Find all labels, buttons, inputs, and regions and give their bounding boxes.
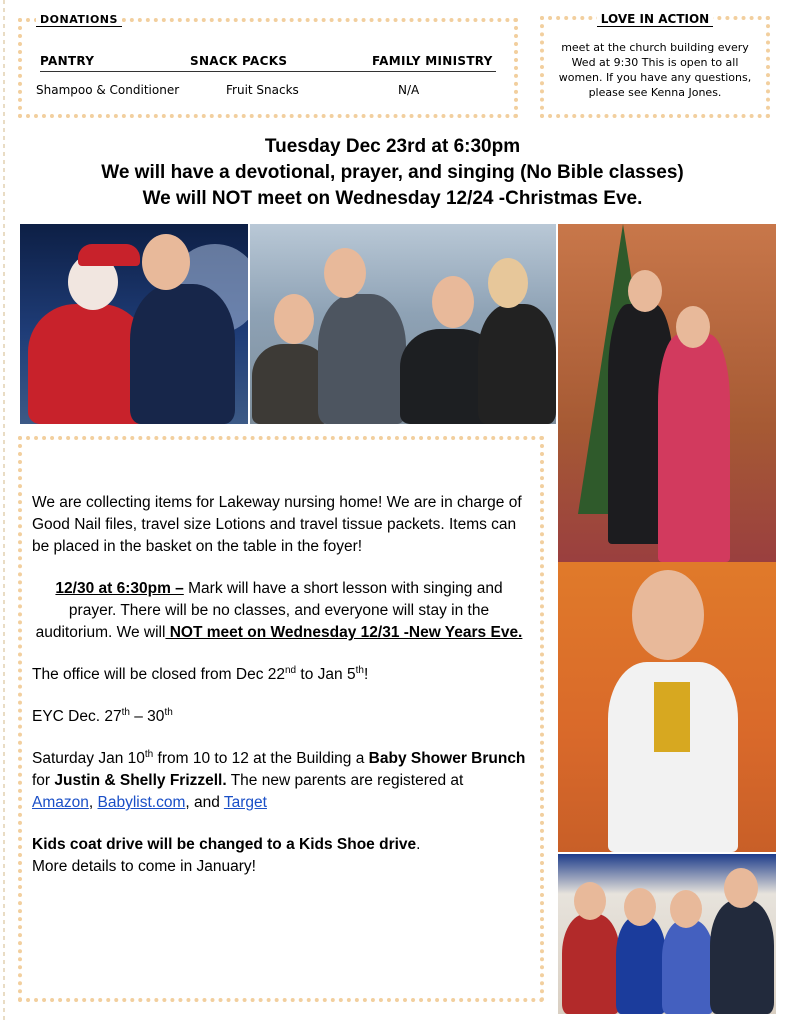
office-closed-sup-2: th [355,664,364,676]
dec-30-body: Mark will have a short lesson with singing and prayer. There will be no classes, and everyone will stay in the auditorium. We will [35,580,503,641]
shoe-drive-paragraph [32,834,526,878]
person-1-head [574,882,606,920]
baby-shower-text-c: for [32,772,55,789]
pantry-header: PANTRY [40,54,95,68]
donations-box [18,13,518,118]
man-1-figure [318,294,406,424]
baby-shower-text-f: , and [185,794,224,811]
person-1-figure [562,914,620,1014]
headline-line-3: We will NOT meet on Wednesday 12/24 -Christmas Eve. [142,188,643,209]
snack-packs-value: Fruit Snacks [226,83,299,97]
baby-shower-brunch-bold: Baby Shower Brunch [368,750,526,767]
person-2-figure [616,916,666,1014]
eyc-paragraph [32,706,526,728]
office-closed-paragraph [32,664,526,686]
woman-2-figure [478,304,556,424]
santa-hat [78,244,140,266]
man-figure [130,284,235,424]
baby-shower-text-d: The new parents are registered at [226,772,464,789]
amazon-link[interactable]: Amazon [32,794,89,811]
baby-shower-text-a: Saturday Jan 10 [32,750,145,767]
man-1-head [324,248,366,298]
shoe-drive-details: More details to come in January! [32,858,256,875]
photo-boy-trophy [558,562,776,852]
man-2-head [432,276,474,328]
headline-line-1: Tuesday Dec 23rd at 6:30pm [264,136,521,157]
love-in-action-box [540,12,770,118]
baby-shower-names-bold: Justin & Shelly Frizzell. [54,772,227,789]
target-link[interactable]: Target [223,794,267,811]
donations-rule [40,71,496,72]
shoe-drive-period: . [416,836,421,853]
eyc-sup-2: th [164,706,173,718]
office-closed-sup-1: nd [285,664,297,676]
love-in-action-title-wrap [544,12,766,26]
woman-dress-figure [658,334,730,562]
baby-shower-text-b: from 10 to 12 at the Building a [153,750,369,767]
person-4-head [724,868,758,908]
headline [0,134,785,212]
headline-line-2: We will have a devotional, prayer, and singing (No Bible classes) [101,162,684,183]
love-in-action-title: LOVE IN ACTION [597,12,713,27]
office-closed-text-c: ! [363,666,369,683]
baby-shower-paragraph [32,748,526,814]
man-head [142,234,190,290]
announcements-box [18,436,544,1002]
person-2-head [624,888,656,926]
love-in-action-body: meet at the church building every Wed at 9:30 This is open to all women. If you have any questions, please see Kenna Jones. [558,41,752,99]
person-4-figure [710,900,774,1014]
family-ministry-header: FAMILY MINISTRY [372,54,493,68]
man-suit-head [628,270,662,312]
eyc-text-a: EYC Dec. 27 [32,708,122,725]
pantry-value: Shampoo & Conditioner [36,83,180,97]
eyc-text-b: – 30 [129,708,165,725]
donations-title: DONATIONS [36,13,122,27]
announcements-content [32,492,526,898]
dec-30-paragraph [32,578,526,644]
snack-packs-header: SNACK PACKS [190,54,288,68]
babylist-link[interactable]: Babylist.com [97,794,186,811]
woman-2-head [488,258,528,308]
photo-christmas-tree [558,224,776,562]
nursing-home-paragraph: We are collecting items for Lakeway nursing home! We are in charge of Good Nail files, travel size Lotions and travel tissue packets. Items can be placed in the basket on the table in the foyer! [32,494,522,555]
boy-head [632,570,704,660]
dec-30-lead: 12/30 at 6:30pm – [55,580,184,597]
person-3-figure [662,920,714,1014]
dec-30-strong: NOT meet on Wednesday 12/31 -New Years Eve. [165,624,523,641]
woman-1-head [274,294,314,344]
baby-shower-text-e: , [88,794,98,811]
photo-group-four [250,224,556,424]
photo-family-group [558,854,776,1014]
person-3-head [670,890,702,928]
baby-shower-sup: th [144,748,154,760]
eyc-sup-1: th [121,706,130,718]
trophy-shape [654,682,690,752]
office-closed-text-b: to Jan 5 [296,666,356,683]
office-closed-text-a: The office will be closed from Dec 22 [32,666,285,683]
shoe-drive-bold: Kids coat drive will be changed to a Kids Shoe drive [32,836,417,853]
photo-santa [20,224,248,424]
woman-dress-head [676,306,710,348]
family-ministry-value: N/A [398,83,420,97]
